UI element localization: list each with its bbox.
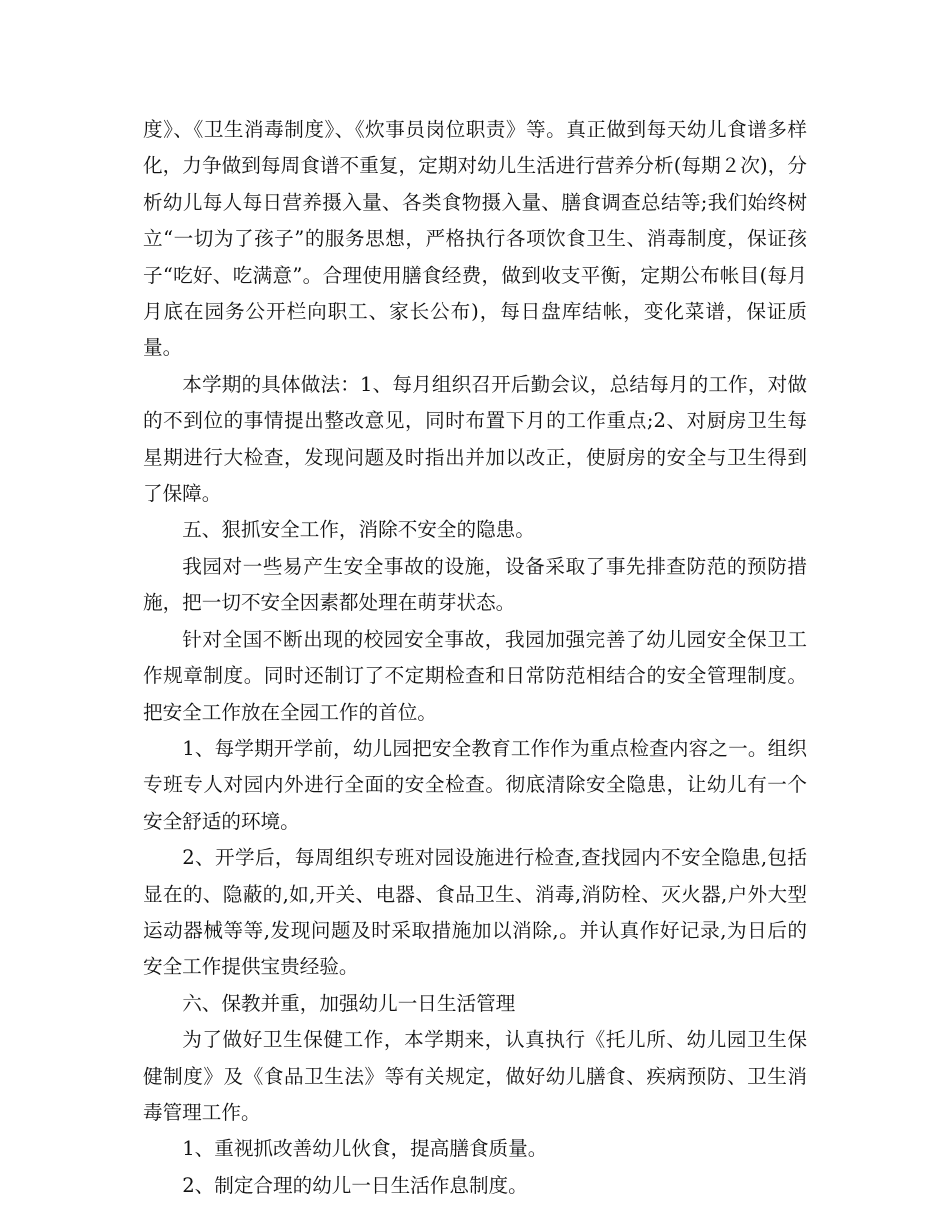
- paragraph-continuation: 度》、《卫生消毒制度》、《炊事员岗位职责》等。真正做到每天幼儿食谱多样化，力争做到每周食谱不重复，定期对幼儿生活进行营养分析(每期２次)，分析幼儿每人每日营养摄入量、各类食物摄入量、膳食调查总结等;我们始终树立“一切为了孩子”的服务思想，严格执行各项饮食卫生、消毒制度，保证孩子“吃好、吃满意”。合理使用膳食经费，做到收支平衡，定期公布帐目(每月月底在园务公开栏向职工、家长公布)，每日盘库结帐，变化菜谱，保证质量。: [143, 118, 807, 360]
- paragraph-safety-rules: 针对全国不断出现的校园安全事故，我园加强完善了幼儿园安全保卫工作规章制度。同时还制订了不定期检查和日常防范相结合的安全管理制度。把安全工作放在全园工作的首位。: [143, 627, 807, 724]
- paragraph-safety-item-1: 1、每学期开学前，幼儿园把安全教育工作作为重点检查内容之一。组织专班专人对园内外进行全面的安全检查。彻底清除安全隐患，让幼儿有一个安全舒适的环境。: [143, 736, 807, 833]
- paragraph-daily-item-1: 1、重视抓改善幼儿伙食，提高膳食质量。: [182, 1137, 548, 1161]
- paragraph-semester-practices: 本学期的具体做法：1、每月组织召开后勤会议，总结每月的工作，对做的不到位的事情提出整改意见，同时布置下月的工作重点;2、对厨房卫生每星期进行大检查，发现问题及时指出并加以改正，使厨房的安全与卫生得到了保障。: [143, 372, 807, 506]
- paragraph-health-care: 为了做好卫生保健工作，本学期来，认真执行《托儿所、幼儿园卫生保健制度》及《食品卫生法》等有关规定，做好幼儿膳食、疾病预防、卫生消毒管理工作。: [143, 1028, 807, 1124]
- paragraph-safety-item-2: 2、开学后，每周组织专班对园设施进行检查,查找园内不安全隐患,包括显在的、隐蔽的,如,开关、电器、食品卫生、消毒,消防栓、灭火器,户外大型运动器械等等,发现问题及时采取措施加以消除,。并认真作好记录,为日后的安全工作提供宝贵经验。: [143, 846, 807, 979]
- paragraph-safety-facilities: 我园对一些易产生安全事故的设施，设备采取了事先排查防范的预防措施，把一切不安全因素都处理在萌芽状态。: [143, 554, 807, 615]
- paragraph-daily-item-2: 2、制定合理的幼儿一日生活作息制度。: [182, 1173, 528, 1197]
- section-heading-daily-life: 六、保教并重，加强幼儿一日生活管理: [182, 991, 516, 1015]
- document-body: [143, 112, 807, 1204]
- section-heading-safety: 五、狠抓安全工作，消除不安全的隐患。: [182, 518, 535, 542]
